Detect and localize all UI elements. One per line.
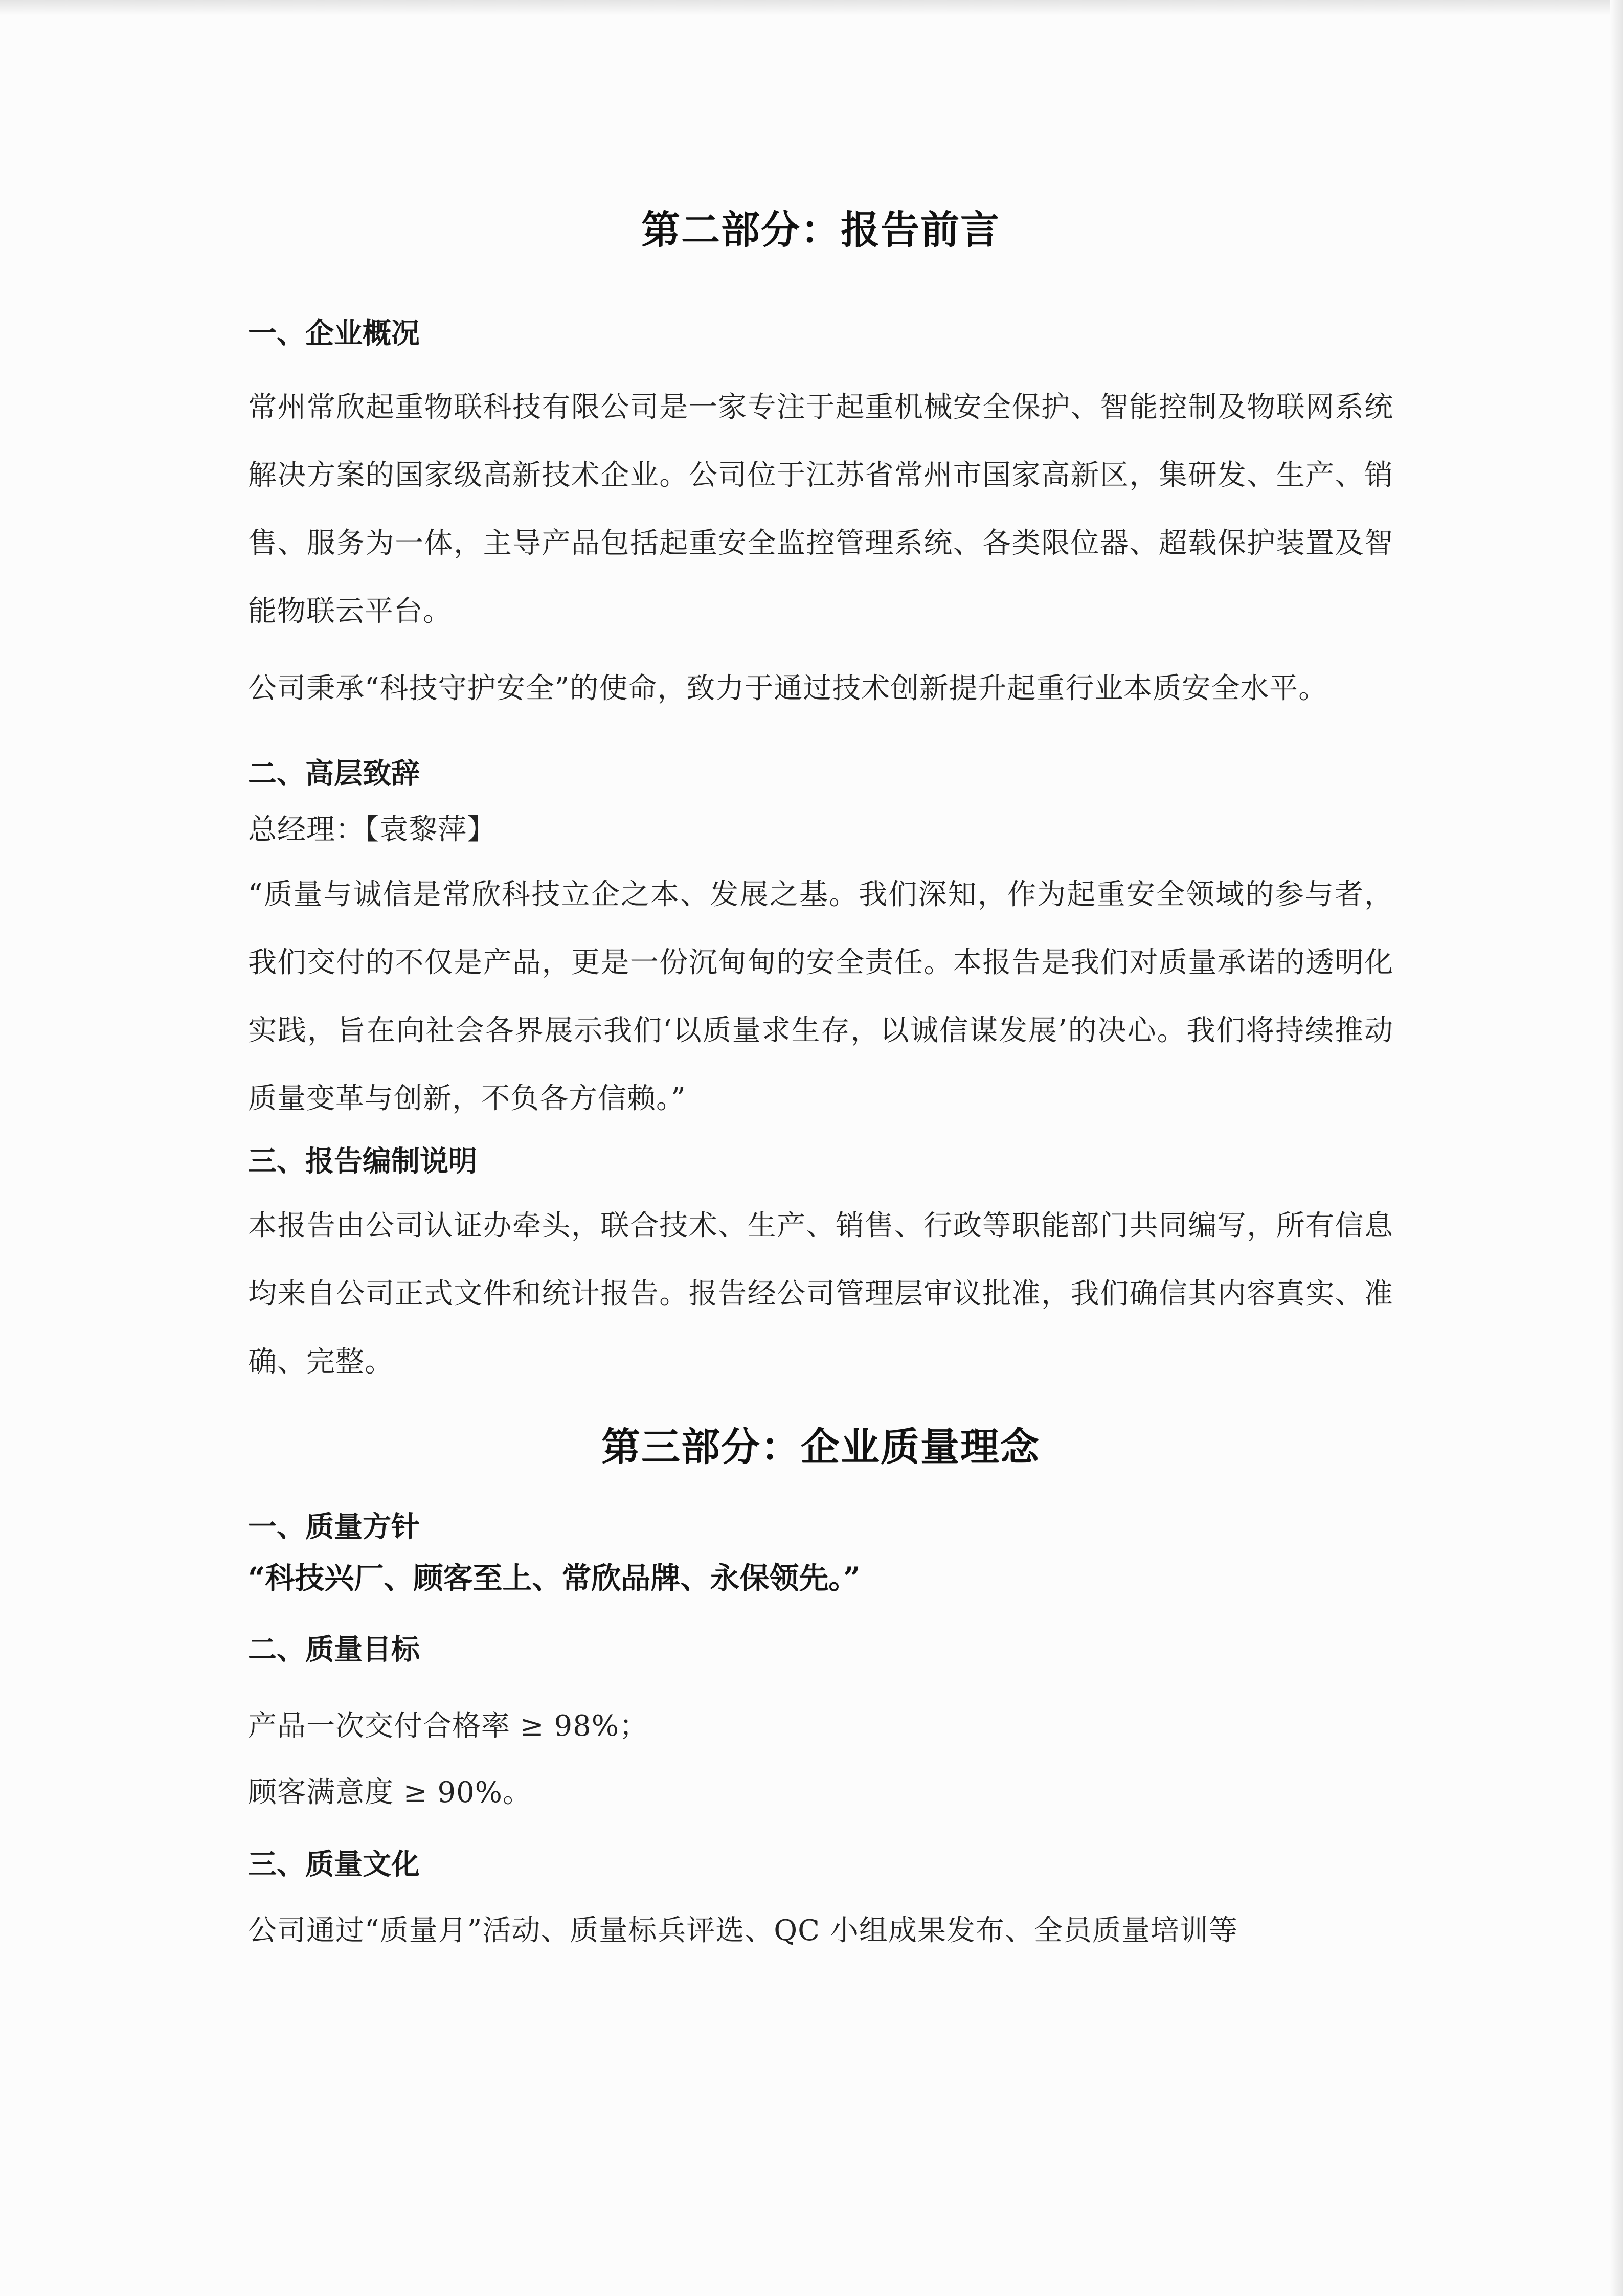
part3-sec2-heading: 二、质量目标 <box>248 1633 420 1667</box>
part2-title: 第二部分：报告前言 <box>641 207 1000 253</box>
quality-policy: “科技兴厂、顾客至上、常欣品牌、永保领先。” <box>248 1561 861 1595</box>
part3-sec1-heading: 一、质量方针 <box>248 1510 420 1544</box>
quality-goal-satisfaction: 顾客满意度 ≥ 90%。 <box>248 1776 532 1809</box>
part2-sec3-paragraph1: 本报告由公司认证办牵头，联合技术、生产、销售、行政等职能部门共同编写，所有信息均来自公司正式文件和统计报告。报告经公司管理层审议批准，我们确信其内容真实、准确、完整。 <box>248 1209 1393 1379</box>
president-signer: 总经理：【袁黎萍】 <box>248 813 496 846</box>
part2-sec1-paragraph1: 常州常欣起重物联科技有限公司是一家专注于起重机械安全保护、智能控制及物联网系统解决方案的国家级高新技术企业。公司位于江苏省常州市国家高新区，集研发、生产、销售、服务为一体，主导产品包括起重安全监控管理系统、各类限位器、超载保护装置及智能物联云平台。 <box>248 391 1393 628</box>
part3-sec3-heading: 三、质量文化 <box>248 1848 420 1881</box>
president-quote: “质量与诚信是常欣科技立企之本、发展之基。我们深知，作为起重安全领域的参与者，我们交付的不仅是产品，更是一份沉甸甸的安全责任。本报告是我们对质量承诺的透明化实践，旨在向社会各界展示我们‘以质量求生存，以诚信谋发展’的决心。我们将持续推动质量变革与创新，不负各方信赖。” <box>248 878 1393 1115</box>
part2-sec1-heading: 一、企业概况 <box>248 317 420 350</box>
part3-title: 第三部分：企业质量理念 <box>601 1424 1040 1470</box>
part2-sec3-heading: 三、报告编制说明 <box>248 1144 477 1178</box>
scan-shadow-right <box>1610 0 1623 2296</box>
quality-culture-paragraph: 公司通过“质量月”活动、质量标兵评选、QC 小组成果发布、全员质量培训等 <box>248 1914 1238 1947</box>
part2-sec1-paragraph2: 公司秉承“科技守护安全”的使命，致力于通过技术创新提升起重行业本质安全水平。 <box>248 672 1328 705</box>
page-content <box>248 205 1393 1956</box>
scan-shadow-top <box>0 0 1623 15</box>
quality-goal-pass-rate: 产品一次交付合格率 ≥ 98%； <box>248 1709 648 1743</box>
part2-sec2-heading: 二、高层致辞 <box>248 757 420 791</box>
